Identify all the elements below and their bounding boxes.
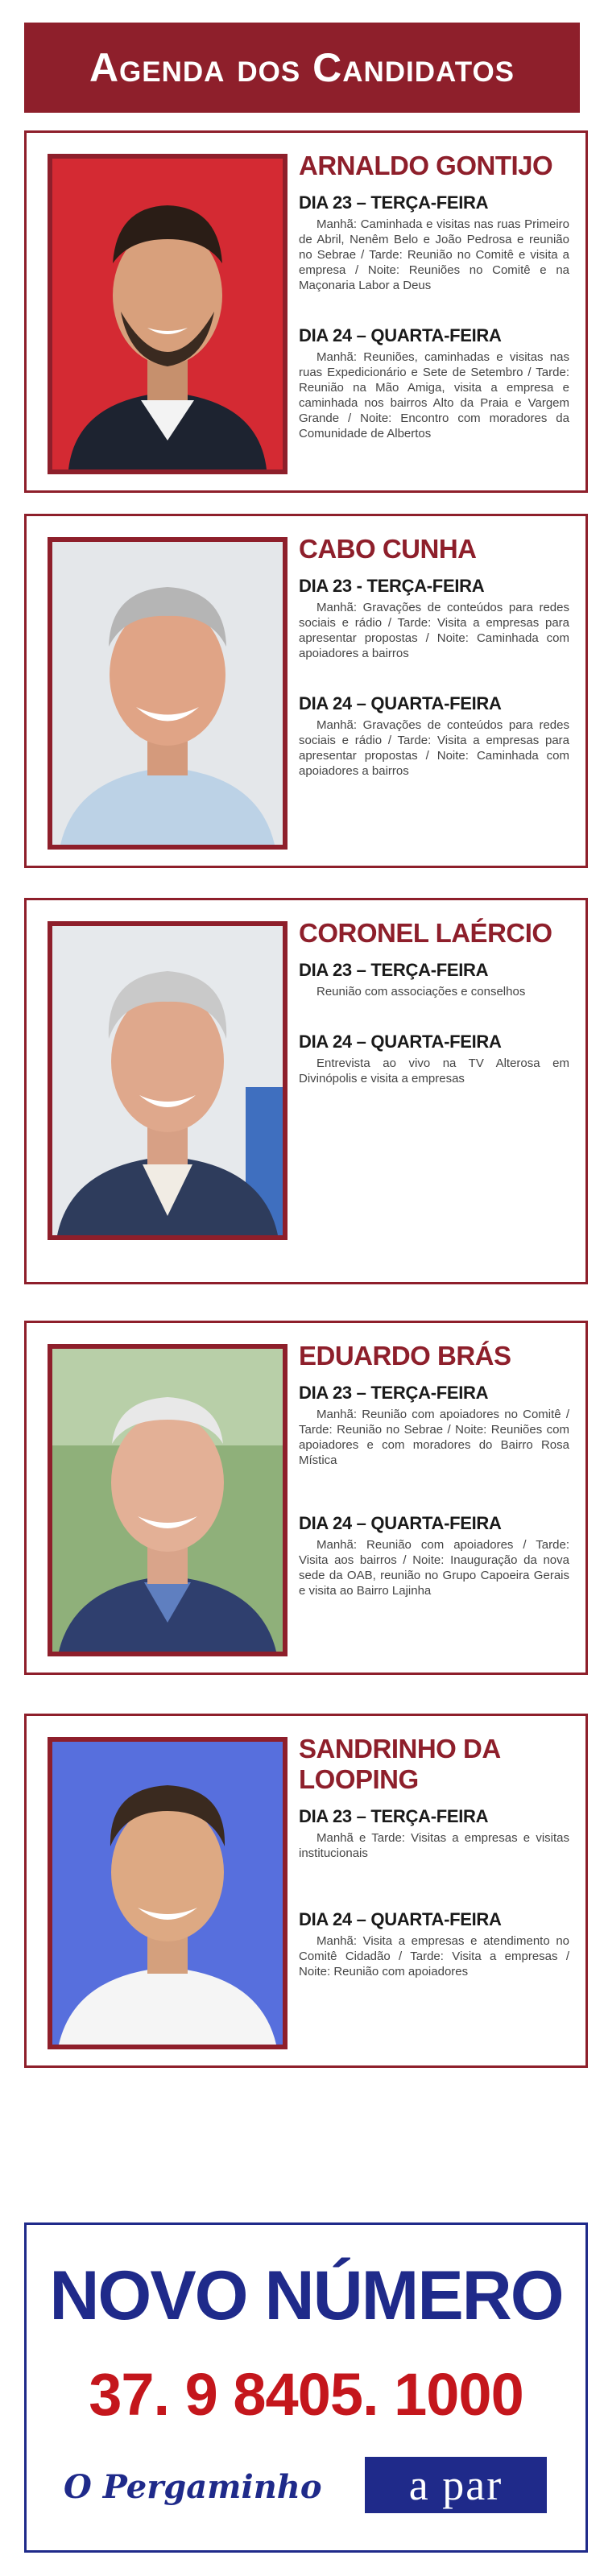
portrait-image [52, 159, 283, 469]
candidate-photo [48, 1344, 288, 1656]
candidate-card [24, 514, 588, 868]
candidate-card [24, 130, 588, 493]
candidate-name: EDUARDO BRÁS [299, 1341, 511, 1371]
candidate-photo [48, 154, 288, 474]
day-schedule: Reunião com associações e conselhos [316, 985, 526, 999]
candidate-name: ARNALDO GONTIJO [299, 151, 553, 180]
day-label: DIA 24 – QUARTA-FEIRA [299, 1513, 502, 1533]
day-schedule: Manhã: Gravações de conteúdos para redes sociais e rádio / Tarde: Visita a empresas para apresentar propostas / Noite: Caminhada com apoiadores a bairros [299, 601, 569, 660]
day-schedule: Manhã: Visita a empresas e atendimento no Comitê Cidadão / Tarde: Visita a empresas / Noite: Reunião com apoiadores [299, 1934, 569, 1979]
portrait-image [52, 542, 283, 845]
portrait-image [52, 926, 283, 1235]
day-label: DIA 23 – TERÇA-FEIRA [299, 1806, 489, 1826]
candidate-photo [48, 921, 288, 1240]
day-schedule: Manhã: Reunião com apoiadores / Tarde: Visita aos bairros / Noite: Inauguração da nova sede da OAB, reunião no Grupo Capoeira Gerais e visita ao Bairro Lajinha [299, 1538, 569, 1598]
day-schedule: Entrevista ao vivo na TV Alterosa em Divinópolis e visita a empresas [299, 1056, 569, 1085]
agenda-header [24, 23, 580, 113]
promo-title: NOVO NÚMERO [49, 2257, 563, 2334]
page-title: Agenda dos Candidatos [89, 45, 515, 90]
candidate-card [24, 1321, 588, 1675]
pergaminho-logo: O Pergaminho [64, 2468, 322, 2506]
day-schedule: Manhã: Reuniões, caminhadas e visitas nas ruas Expedicionário e Sete de Setembro / Tarde: Reunião na Mão Amiga, visita a empresa e caminhada nos bairros Alto da Praia e Vargem Grande / Noite: Encontro com moradores da Comunidade de Albertos [299, 350, 569, 440]
portrait-image [52, 1742, 283, 2045]
day-label: DIA 24 – QUARTA-FEIRA [299, 1909, 502, 1929]
candidate-photo [48, 1737, 288, 2049]
day-label: DIA 24 – QUARTA-FEIRA [299, 325, 502, 345]
day-schedule: Manhã: Gravações de conteúdos para redes sociais e rádio / Tarde: Visita a empresas para apresentar propostas / Noite: Caminhada com apoiadores a bairros [299, 718, 569, 778]
promo-phone-number: 37. 9 8405. 1000 [89, 2361, 523, 2428]
day-schedule: Manhã: Reunião com apoiadores no Comitê / Tarde: Reunião no Sebrae / Noite: Reuniões com apoiadores e com moradores do Bairro Rosa Mística [299, 1408, 569, 1467]
day-label: DIA 24 – QUARTA-FEIRA [299, 1032, 502, 1052]
candidate-card [24, 1714, 588, 2068]
day-label: DIA 23 – TERÇA-FEIRA [299, 192, 489, 213]
day-schedule: Manhã e Tarde: Visitas a empresas e visitas institucionais [299, 1831, 569, 1860]
candidate-name: CABO CUNHA [299, 534, 477, 564]
candidate-name: CORONEL LAÉRCIO [299, 918, 552, 948]
day-label: DIA 23 – TERÇA-FEIRA [299, 1383, 489, 1403]
candidate-card [24, 898, 588, 1284]
portrait-image [52, 1349, 283, 1652]
day-label: DIA 23 – TERÇA-FEIRA [299, 960, 489, 980]
day-schedule: Manhã: Caminhada e visitas nas ruas Primeiro de Abril, Nenêm Belo e João Pedrosa e reunião no Sebrae / Tarde: Reunião no Comitê e visita a empresa / Noite: Reuniões no Comitê e na Maçonaria Labor a Deus [299, 217, 569, 292]
candidate-name: SANDRINHO DA LOOPING [299, 1734, 500, 1794]
day-label: DIA 24 – QUARTA-FEIRA [299, 693, 502, 713]
candidate-photo [48, 537, 288, 850]
apar-logo: a par [365, 2457, 547, 2513]
promo-banner [24, 2222, 588, 2553]
day-label: DIA 23 - TERÇA-FEIRA [299, 576, 485, 596]
